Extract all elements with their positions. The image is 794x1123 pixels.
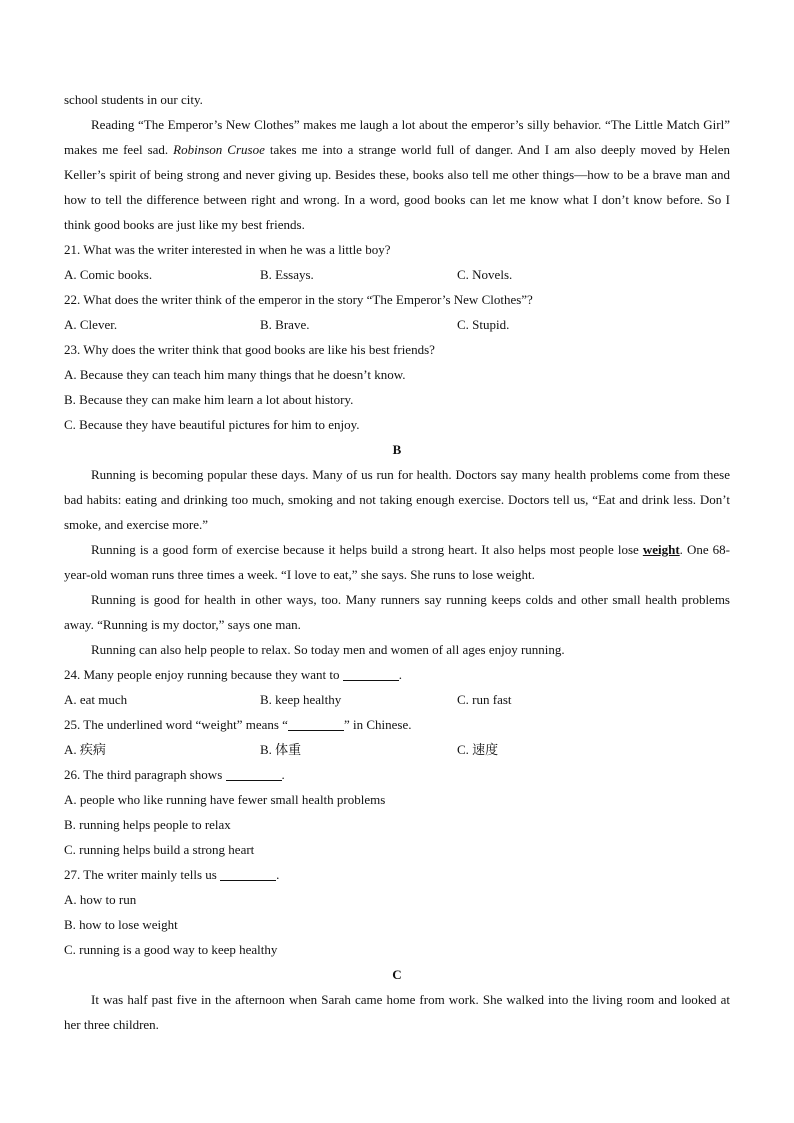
option-b: B. how to lose weight bbox=[64, 917, 178, 932]
question-22: 22. What does the writer think of the emperor in the story “The Emperor’s New Clothes”? bbox=[64, 292, 533, 307]
question-22-options bbox=[64, 312, 730, 337]
option-a: A. how to run bbox=[64, 892, 137, 907]
answer-blank bbox=[220, 866, 276, 881]
passage-b-paragraph-1: Running is becoming popular these days. Many of us run for health. Doctors say many health problems come from these bad habits: eating and drinking too much, smoking and not taking enough exercise. Doctors tell us, “Eat and drink less. Don’t smoke, and exercise more.” bbox=[64, 467, 730, 532]
passage-b-paragraph-3: Running is good for health in other ways, too. Many runners say running keeps colds and other small health problems away. “Running is my doctor,” says one man. bbox=[64, 592, 730, 632]
option-b: B. running helps people to relax bbox=[64, 817, 231, 832]
option-a: A. Clever. bbox=[64, 317, 118, 332]
option-c: C. run fast bbox=[457, 692, 512, 707]
option-b: B. Essays. bbox=[260, 267, 314, 282]
section-heading-b: B bbox=[392, 442, 402, 457]
passage-a-text-1: Reading “The Emperor’s New Clothes” makes me laugh a lot about the emperor’s silly behavior. “The Little Match Girl” makes me feel sad. bbox=[64, 117, 730, 157]
section-heading-c: C bbox=[392, 967, 402, 982]
underlined-word-weight: weight bbox=[642, 542, 680, 557]
answer-blank bbox=[288, 716, 344, 731]
option-a: A. 疾病 bbox=[64, 742, 106, 757]
question-25-options bbox=[64, 737, 730, 762]
option-c: C. Stupid. bbox=[457, 317, 510, 332]
question-23: 23. Why does the writer think that good books are like his best friends? bbox=[64, 342, 435, 357]
option-c: C. 速度 bbox=[457, 742, 499, 757]
passage-b-paragraph-4: Running can also help people to relax. So today men and women of all ages enjoy running. bbox=[91, 642, 565, 657]
question-25-end: ” in Chinese. bbox=[343, 717, 412, 732]
option-a: A. people who like running have fewer small health problems bbox=[64, 792, 386, 807]
option-b: B. Because they can make him learn a lot about history. bbox=[64, 392, 354, 407]
question-27-end: . bbox=[276, 867, 280, 882]
answer-blank bbox=[226, 766, 282, 781]
option-c: C. Novels. bbox=[457, 267, 513, 282]
question-25-stem: 25. The underlined word “weight” means “ bbox=[64, 717, 288, 732]
question-27 bbox=[64, 862, 730, 887]
question-26-end: . bbox=[281, 767, 285, 782]
option-a: A. eat much bbox=[64, 692, 128, 707]
option-a: A. Because they can teach him many things that he doesn’t know. bbox=[64, 367, 406, 382]
option-c: C. running is a good way to keep healthy bbox=[64, 942, 278, 957]
passage-a-lead-line: school students in our city. bbox=[64, 92, 203, 107]
question-25 bbox=[64, 712, 730, 737]
exam-page bbox=[64, 87, 730, 1037]
question-24 bbox=[64, 662, 730, 687]
passage-b-text-2: . One 68-year-old woman runs three times a week. “I love to eat,” she says. She runs to lose weight. bbox=[64, 542, 730, 582]
question-24-options bbox=[64, 687, 730, 712]
option-b: B. 体重 bbox=[260, 742, 302, 757]
question-26-stem: 26. The third paragraph shows bbox=[64, 767, 226, 782]
passage-b-paragraph-2 bbox=[64, 537, 730, 587]
passage-b-text-1: Running is a good form of exercise because it helps build a strong heart. It also helps most people lose bbox=[91, 542, 643, 557]
question-21: 21. What was the writer interested in when he was a little boy? bbox=[64, 242, 391, 257]
option-b: B. Brave. bbox=[260, 317, 310, 332]
option-a: A. Comic books. bbox=[64, 267, 153, 282]
passage-a-text-2: takes me into a strange world full of danger. And I am also deeply moved by Helen Keller’s spirit of being strong and never giving up. Besides these, books also tell me other things—how to be a brave man and how to tell the difference between right and wrong. In a word, good books can let me know what I don’t know before. So I think good books are just like my best friends. bbox=[64, 142, 731, 232]
book-title-robinson-crusoe: Robinson Crusoe bbox=[173, 142, 265, 157]
passage-c-paragraph-1: It was half past five in the afternoon when Sarah came home from work. She walked into the living room and looked at her three children. bbox=[64, 992, 730, 1032]
question-21-options bbox=[64, 262, 730, 287]
answer-blank bbox=[343, 666, 399, 681]
option-b: B. keep healthy bbox=[260, 692, 342, 707]
option-c: C. running helps build a strong heart bbox=[64, 842, 255, 857]
question-27-stem: 27. The writer mainly tells us bbox=[64, 867, 221, 882]
question-26 bbox=[64, 762, 730, 787]
question-24-stem: 24. Many people enjoy running because they want to bbox=[64, 667, 343, 682]
question-24-end: . bbox=[398, 667, 402, 682]
option-c: C. Because they have beautiful pictures for him to enjoy. bbox=[64, 417, 360, 432]
passage-a-paragraph bbox=[64, 112, 730, 237]
